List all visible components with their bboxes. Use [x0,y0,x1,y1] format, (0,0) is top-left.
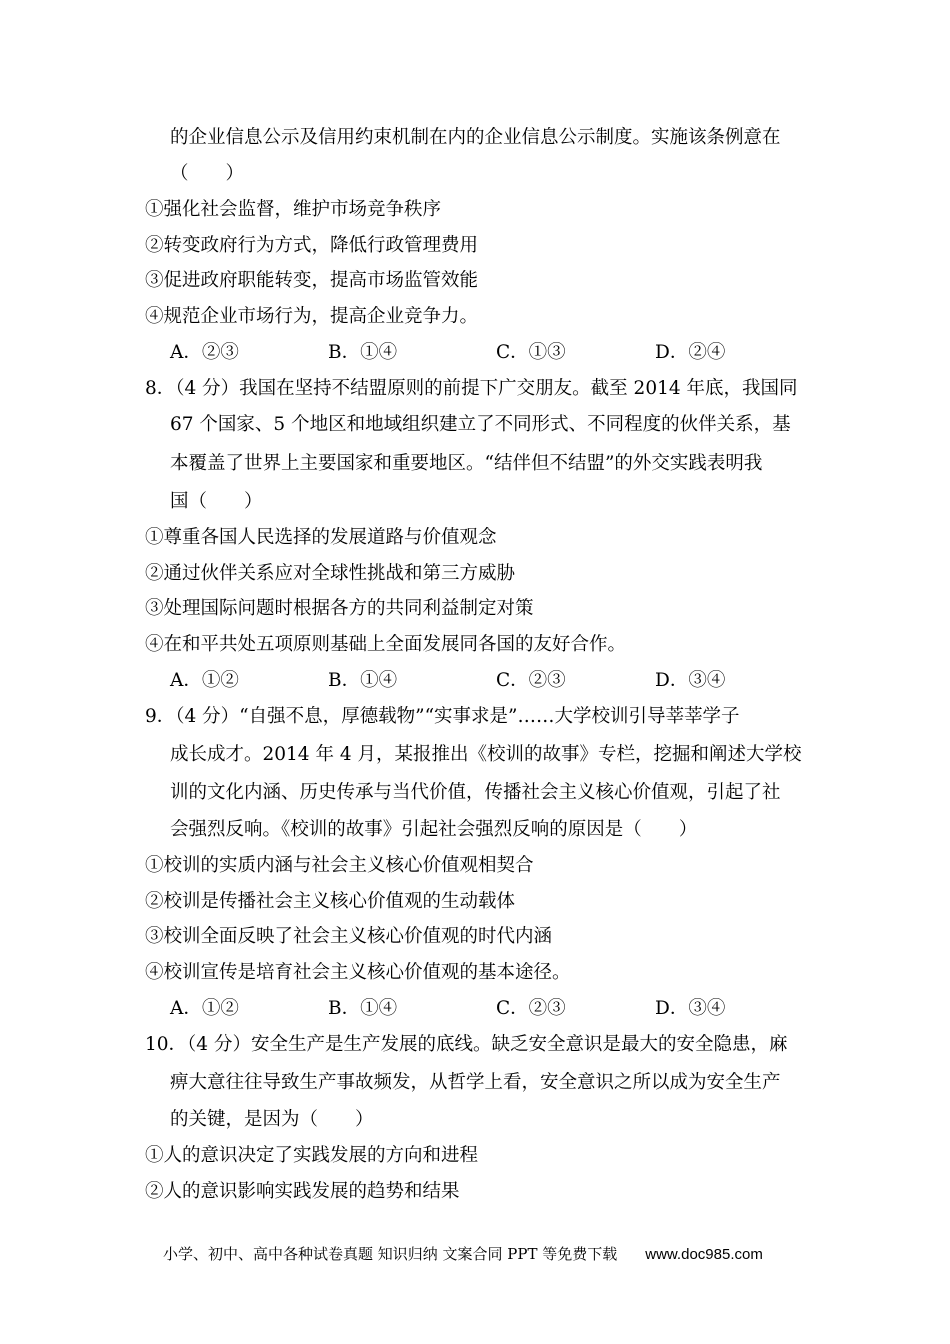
q9-choice-c: C．②③ [496,998,566,1019]
footer-text: 小学、初中、高中各种试卷真题 知识归纳 文案合同 PPT 等免费下载 [163,1245,618,1263]
q10-option-1: ①人的意识决定了实践发展的方向和进程 [145,1145,479,1166]
q8-stem-line: 国（ ） [170,491,263,512]
q7-option-4: ④规范企业市场行为，提高企业竞争力。 [145,306,479,327]
q10-stem-line: 的关键，是因为（ ） [170,1109,374,1130]
q8-option-2: ②通过伙伴关系应对全球性挑战和第三方威胁 [145,563,516,584]
q9-choice-a: A．①② [170,998,239,1019]
q7-choice-b: B．①④ [328,342,398,363]
q8-option-3: ③处理国际问题时根据各方的共同利益制定对策 [145,598,534,619]
q7-stem-line: 的企业信息公示及信用约束机制在内的企业信息公示制度。实施该条例意在 [170,127,781,148]
q8-choice-c: C．②③ [496,670,566,691]
q8-option-4: ④在和平共处五项原则基础上全面发展同各国的友好合作。 [145,634,627,655]
q7-choice-c: C．①③ [496,342,566,363]
q8-stem-line: 本覆盖了世界上主要国家和重要地区。“结伴但不结盟”的外交实践表明我 [170,453,763,474]
q10-stem-line: 10．（4 分）安全生产是生产发展的底线。缺乏安全意识是最大的安全隐患，麻 [145,1034,788,1055]
q9-stem-line: 训的文化内涵、历史传承与当代价值，传播社会主义核心价值观，引起了社 [170,782,781,803]
q8-choice-d: D．③④ [655,670,726,691]
footer-url-link[interactable]: www.doc985.com [645,1246,763,1263]
q9-stem-line: 9．（4 分）“自强不息，厚德载物”“实事求是”……大学校训引导莘莘学子 [145,706,740,727]
q9-choice-b: B．①④ [328,998,398,1019]
q7-choice-d: D．②④ [655,342,726,363]
q8-choice-a: A．①② [170,670,239,691]
page-footer [163,1243,763,1266]
q9-option-4: ④校训宣传是培育社会主义核心价值观的基本途径。 [145,962,571,983]
q10-option-2: ②人的意识影响实践发展的趋势和结果 [145,1181,460,1202]
q7-option-2: ②转变政府行为方式，降低行政管理费用 [145,235,479,256]
q8-choice-b: B．①④ [328,670,398,691]
q8-option-1: ①尊重各国人民选择的发展道路与价值观念 [145,527,497,548]
q9-choice-d: D．③④ [655,998,726,1019]
q10-stem-line: 痹大意往往导致生产事故频发，从哲学上看，安全意识之所以成为安全生产 [170,1072,781,1093]
q8-stem-line: 67 个国家、5 个地区和地域组织建立了不同形式、不同程度的伙伴关系，基 [170,414,791,435]
q9-option-2: ②校训是传播社会主义核心价值观的生动载体 [145,891,516,912]
q7-option-1: ①强化社会监督，维护市场竞争秩序 [145,199,442,220]
q9-option-1: ①校训的实质内涵与社会主义核心价值观相契合 [145,855,534,876]
q7-choice-a: A．②③ [170,342,239,363]
q9-stem-line: 会强烈反响。《校训的故事》引起社会强烈反响的原因是（ ） [170,819,698,840]
q9-option-3: ③校训全面反映了社会主义核心价值观的时代内涵 [145,926,553,947]
q9-stem-line: 成长成才。2014 年 4 月，某报推出《校训的故事》专栏，挖掘和阐述大学校 [170,744,802,765]
q7-option-3: ③促进政府职能转变，提高市场监管效能 [145,270,479,291]
q8-stem-line: 8．（4 分）我国在坚持不结盟原则的前提下广交朋友。截至 2014 年底，我国同 [145,378,798,399]
q7-stem-line: （ ） [170,163,245,184]
